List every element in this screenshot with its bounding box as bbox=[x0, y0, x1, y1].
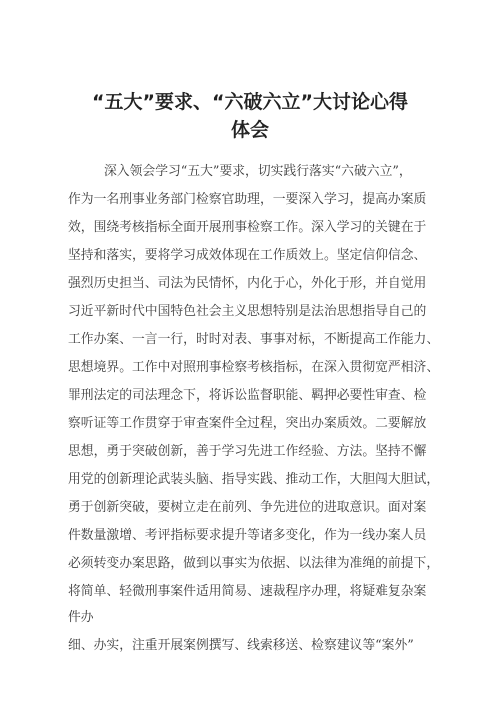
body-text-line: 作为一名刑事业务部门检察官助理，一要深入学习，提高办案质 bbox=[68, 192, 427, 207]
body-text-line: 工作办案、一言一行，时时对表、事事对标，不断提高工作能力、 bbox=[68, 332, 440, 347]
body-text-line: 细、办实，注重开展案例撰写、线索移送、检察建议等“案外” bbox=[68, 638, 414, 653]
body-text-line: 勇于创新突破，要树立走在前列、争先进位的进取意识。面对案 bbox=[68, 500, 427, 515]
body-text-line: 将简单、轻微刑事案件适用简易、速裁程序办理，将疑难复杂案 bbox=[68, 584, 427, 599]
body-text-line: 强烈历史担当、司法为民情怀，内化于心，外化于形，并自觉用 bbox=[68, 276, 427, 291]
document-title-line-1: “五大”要求、“六破六立”大讨论心得 bbox=[92, 91, 408, 113]
body-text-line: 思想境界。工作中对照刑事检察考核指标，在深入贯彻宽严相济、 bbox=[68, 360, 440, 375]
body-text-line: 件办 bbox=[68, 610, 94, 625]
body-text-line: 罪刑法定的司法理念下，将诉讼监督职能、羁押必要性审查、检 bbox=[68, 388, 427, 403]
body-text-line: 用党的创新理论武装头脑、指导实践、推动工作，大胆闯大胆试， bbox=[68, 472, 440, 487]
body-text-line: 必须转变办案思路，做到以事实为依据、以法律为准绳的前提下， bbox=[68, 556, 440, 571]
body-text-line: 坚持和落实，要将学习成效体现在工作质效上。坚定信仰信念、 bbox=[68, 248, 427, 263]
body-text-line: 效，围绕考核指标全面开展刑事检察工作。深入学习的关键在于 bbox=[68, 220, 427, 235]
body-text-line: 习近平新时代中国特色社会主义思想特别是法治思想指导自己的 bbox=[68, 304, 427, 319]
document-title-line-2: 体会 bbox=[230, 119, 269, 141]
body-text-line: 思想，勇于突破创新，善于学习先进工作经验、方法。坚持不懈 bbox=[68, 444, 427, 459]
body-text-line: 察听证等工作贯穿于审查案件全过程，突出办案质效。二要解放 bbox=[68, 416, 427, 431]
body-text-line: 深入领会学习“五大”要求，切实践行落实“六破六立”， bbox=[104, 164, 412, 179]
body-text-line: 件数量激增、考评指标要求提升等诸多变化，作为一线办案人员 bbox=[68, 528, 427, 543]
